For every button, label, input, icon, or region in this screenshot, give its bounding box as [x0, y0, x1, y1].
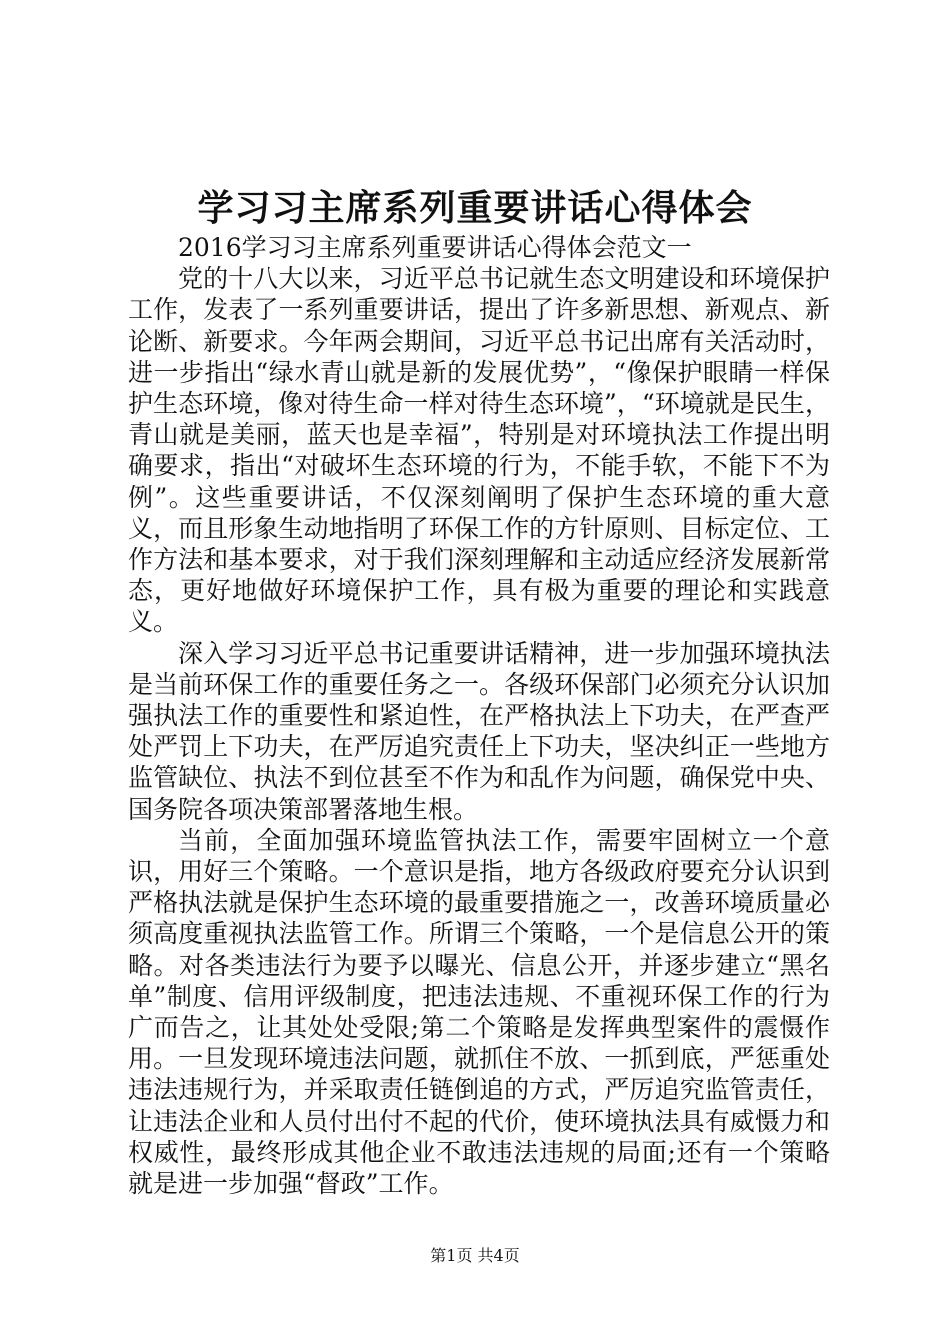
paragraph: 当前，全面加强环境监管执法工作，需要牢固树立一个意识，用好三个策略。一个意识是指，地方各级政府要充分认识到严格执法就是保护生态环境的最重要措施之一，改善环境质量必须高度重视执法监管工作。所谓三个策略，一个是信息公开的策略。对各类违法行为要予以曝光、信息公开，并逐步建立“黑名单”制度、信用评级制度，把违法违规、不重视环保工作的行为广而告之，让其处处受限;第二个策略是发挥典型案件的震慑作用。一旦发现环境违法问题，就抓住不放、一抓到底，严惩重处违法违规行为，并采取责任链倒追的方式，严厉追究监管责任，让违法企业和人员付出付不起的代价，使环境执法具有威慑力和权威性，最终形成其他企业不敢违法违规的局面;还有一个策略就是进一步加强“督政”工作。	[128, 825, 830, 1199]
paragraph: 深入学习习近平总书记重要讲话精神，进一步加强环境执法是当前环保工作的重要任务之一。各级环保部门必须充分认识加强执法工作的重要性和紧迫性，在严格执法上下功夫，在严查严处严罚上下功夫，在严厉追究责任上下功夫，坚决纠正一些地方监管缺位、执法不到位甚至不作为和乱作为问题，确保党中央、国务院各项决策部署落地生根。	[128, 638, 830, 824]
page-footer: 第1页 共4页	[430, 1246, 520, 1265]
document-subtitle: 2016学习习主席系列重要讲话心得体会范文一	[178, 233, 692, 262]
document-title: 学习习主席系列重要讲话心得体会	[197, 187, 753, 229]
paragraph: 党的十八大以来，习近平总书记就生态文明建设和环境保护工作，发表了一系列重要讲话，提出了许多新思想、新观点、新论断、新要求。今年两会期间，习近平总书记出席有关活动时，进一步指出“绿水青山就是新的发展优势”，“像保护眼睛一样保护生态环境，像对待生命一样对待生态环境”，“环境就是民生，青山就是美丽，蓝天也是幸福”，特别是对环境执法工作提出明确要求，指出“对破坏生态环境的行为，不能手软，不能下不为例”。这些重要讲话，不仅深刻阐明了保护生态环境的重大意义，而且形象生动地指明了环保工作的方针原则、目标定位、工作方法和基本要求，对于我们深刻理解和主动适应经济发展新常态，更好地做好环境保护工作，具有极为重要的理论和实践意义。	[128, 264, 830, 637]
document-body	[128, 232, 830, 1199]
